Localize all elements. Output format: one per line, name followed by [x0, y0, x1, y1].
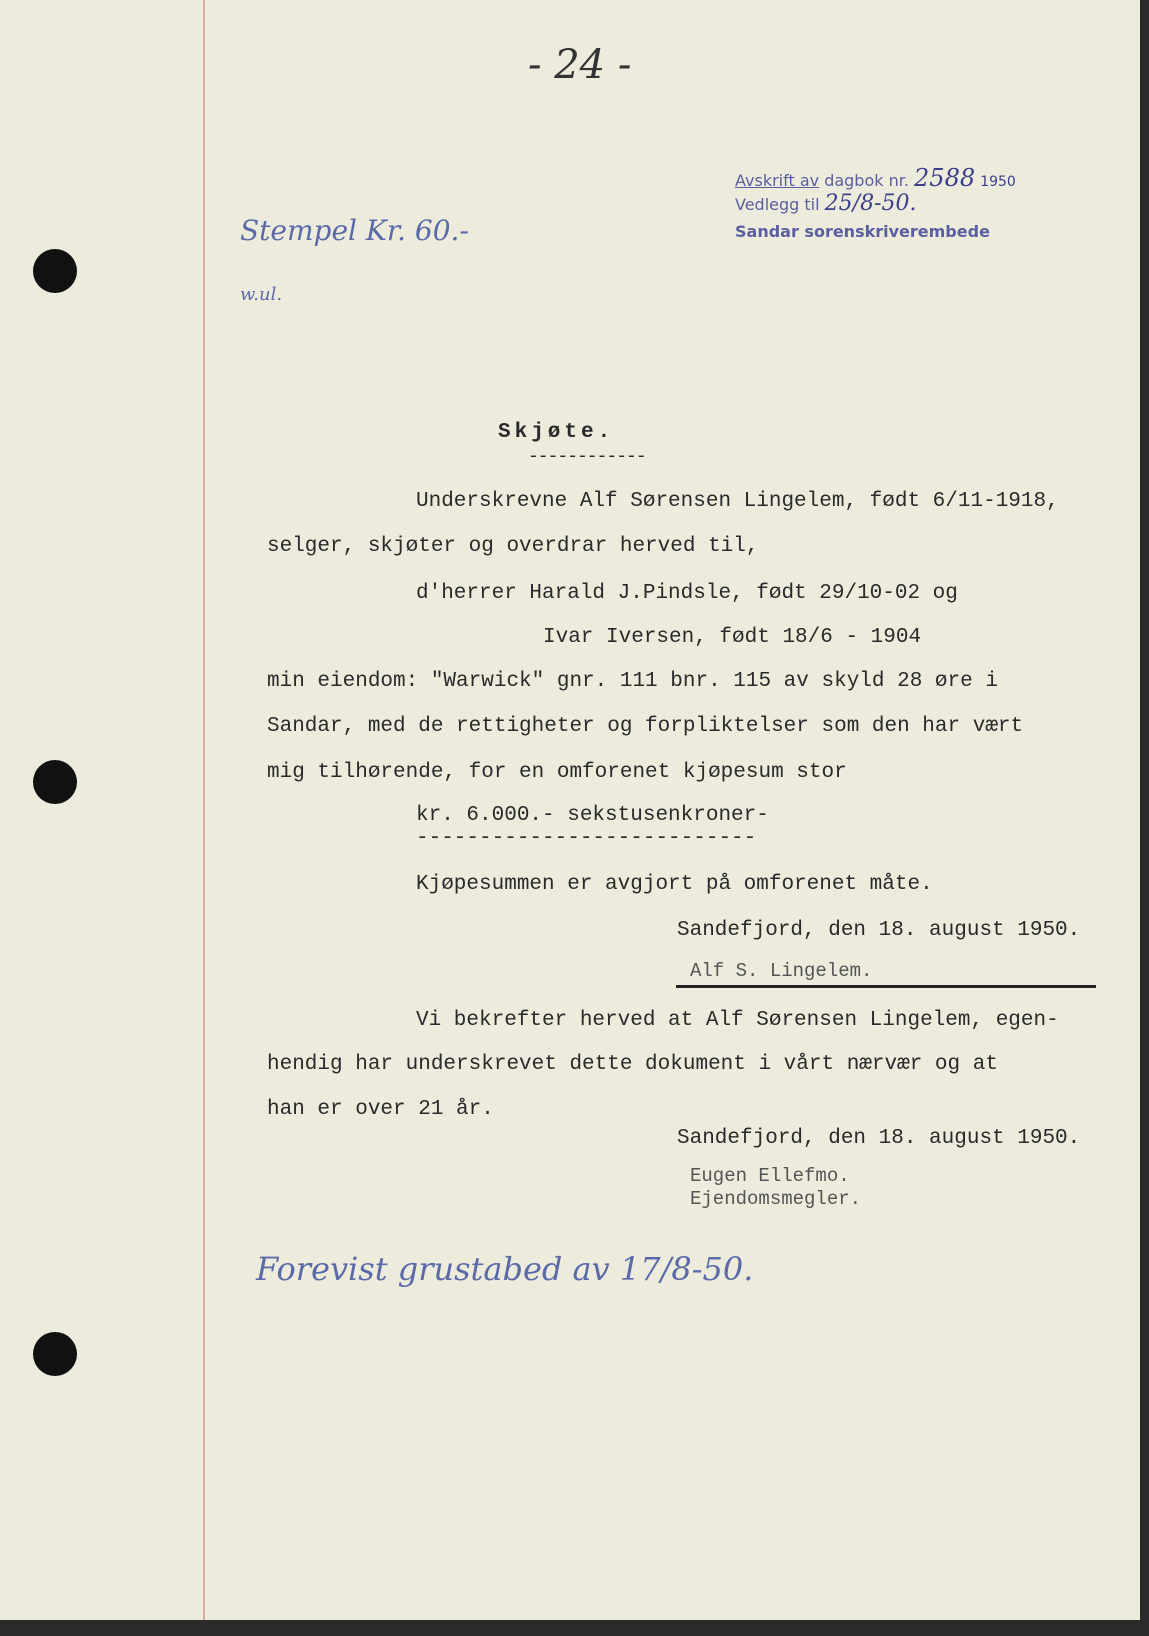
body-line-13: han er over 21 år. — [267, 1098, 494, 1121]
body-line-8-underline: --------------------------- — [416, 827, 757, 850]
stamp-dagbok-label: dagbok nr. — [824, 171, 909, 190]
body-line-4: Ivar Iversen, født 18/6 - 1904 — [543, 626, 922, 649]
stamp-vedlegg-label: Vedlegg til — [735, 195, 820, 214]
margin-line — [203, 0, 205, 1620]
body-line-2: selger, skjøter og overdrar herved til, — [267, 535, 759, 558]
stamp-dagbok-year: 1950 — [980, 174, 1016, 190]
punch-hole-top — [33, 249, 77, 293]
page-number: - 24 - — [528, 42, 632, 88]
margin-note-initials: w.ul. — [240, 284, 283, 305]
body-line-14: Sandefjord, den 18. august 1950. — [677, 1127, 1081, 1150]
stamp-prefix: Avskrift av — [735, 171, 820, 190]
stamp-line-1 — [735, 164, 1016, 192]
witness-title: Ejendomsmegler. — [690, 1188, 862, 1210]
body-line-9: Kjøpesummen er avgjort på omforenet måte. — [416, 873, 933, 896]
stamp-line-2 — [735, 191, 917, 216]
stamp-line-3: Sandar sorenskriverembede — [735, 222, 990, 241]
body-line-5: min eiendom: "Warwick" gnr. 111 bnr. 115 av skyld 28 øre i — [267, 670, 998, 693]
punch-hole-bottom — [33, 1332, 77, 1376]
punch-hole-middle — [33, 760, 77, 804]
witness-name: Eugen Ellefmo. — [690, 1165, 850, 1187]
body-line-12: hendig har underskrevet dette dokument i vårt nærvær og at — [267, 1053, 998, 1076]
signature-line — [676, 985, 1096, 988]
body-line-11: Vi bekrefter herved at Alf Sørensen Lingelem, egen- — [416, 1009, 1059, 1032]
document-title: Skjøte. — [498, 421, 615, 444]
body-line-10: Sandefjord, den 18. august 1950. — [677, 919, 1081, 942]
body-line-7: mig tilhørende, for en omforenet kjøpesum stor — [267, 761, 847, 784]
body-line-1: Underskrevne Alf Sørensen Lingelem, født 6/11-1918, — [416, 490, 1059, 513]
seller-signature: Alf S. Lingelem. — [690, 960, 873, 982]
handwritten-footer: Forevist grustabed av 17/8-50. — [256, 1250, 754, 1288]
stamp-vedlegg-date: 25/8-50. — [824, 191, 917, 216]
body-line-8: kr. 6.000.- sekstusenkroner- — [416, 804, 769, 827]
margin-note-stempel: Stempel Kr. 60.- — [240, 214, 469, 247]
title-underline: ------------ — [528, 447, 646, 467]
body-line-3: d'herrer Harald J.Pindsle, født 29/10-02 og — [416, 582, 958, 605]
body-line-6: Sandar, med de rettigheter og forpliktelser som den har vært — [267, 715, 1024, 738]
stamp-dagbok-number: 2588 — [914, 164, 976, 192]
